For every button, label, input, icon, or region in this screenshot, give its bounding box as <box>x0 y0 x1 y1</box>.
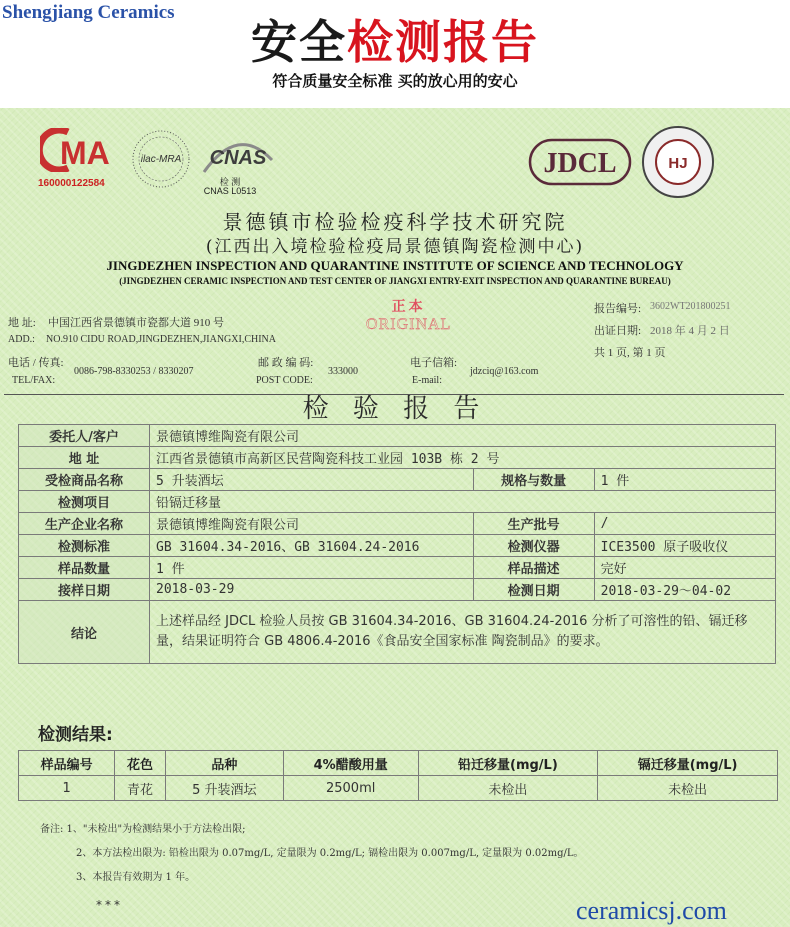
brand-logo: Shengjiang Ceramics <box>2 2 175 23</box>
ma-text: MA <box>60 135 110 171</box>
description-label: 样品描述 <box>473 557 594 579</box>
email-value: jdzciq@163.com <box>470 366 539 377</box>
table-row <box>19 535 776 557</box>
client-value: 景德镇博维陶瓷有限公司 <box>150 425 776 447</box>
standard-label: 检测标准 <box>19 535 150 557</box>
table-row <box>19 557 776 579</box>
product-label: 受检商品名称 <box>19 469 150 491</box>
test-item-label: 检测项目 <box>19 491 150 513</box>
report-title: 检 验 报 告 <box>302 394 488 424</box>
results-cell: 1 <box>19 776 115 801</box>
instrument-label: 检测仪器 <box>473 535 594 557</box>
maker-value: 景德镇博维陶瓷有限公司 <box>150 513 474 535</box>
description-value: 完好 <box>594 557 775 579</box>
received-date-value: 2018-03-29 <box>150 579 474 601</box>
results-header-cell: 品种 <box>165 751 283 776</box>
report-no-value: 3602WT201800251 <box>650 301 731 312</box>
original-stamp <box>366 296 451 334</box>
hj-seal-icon <box>640 124 716 200</box>
email-label-cn: 电子信箱: <box>410 357 458 369</box>
results-cell: 未检出 <box>418 776 598 801</box>
tel-value: 0086-798-8330253 / 8330207 <box>74 366 194 377</box>
cnas-text: CNAS <box>209 147 267 169</box>
table-row <box>19 579 776 601</box>
instrument-value: ICE3500 原子吸收仪 <box>594 535 775 557</box>
results-header-cell: 4%醋酸用量 <box>283 751 418 776</box>
jdcl-logo-icon <box>528 138 632 186</box>
table-row <box>19 491 776 513</box>
table-row <box>19 513 776 535</box>
banner <box>0 0 790 108</box>
cma-logo-icon <box>40 128 124 172</box>
spec-value: 1 件 <box>594 469 775 491</box>
subline: 符合质量安全标准 买的放心用的安心 <box>272 72 518 90</box>
table-row <box>19 601 776 664</box>
results-cell: 2500ml <box>283 776 418 801</box>
address-value: 中国江西省景德镇市瓷都大道 910 号 <box>48 317 224 329</box>
address-label: 地 址: <box>8 317 36 329</box>
address-field-label: 地 址 <box>19 447 150 469</box>
standard-value: GB 31604.34-2016、GB 31604.24-2016 <box>150 535 474 557</box>
results-header-cell: 铅迁移量(mg/L) <box>418 751 598 776</box>
results-heading: 检测结果: <box>38 725 113 745</box>
quantity-label: 样品数量 <box>19 557 150 579</box>
report-no-label: 报告编号: <box>594 303 642 315</box>
postcode-label-cn: 邮 政 编 码: <box>258 357 314 369</box>
results-table <box>18 750 778 801</box>
page-count: 共 1 页, 第 1 页 <box>594 347 666 359</box>
stamp-cn: 正本 <box>391 299 426 315</box>
table-row <box>19 447 776 469</box>
note-line: 3、本报告有效期为 1 年。 <box>76 872 196 883</box>
headline <box>0 6 790 72</box>
institute-name-en: JINGDEZHEN INSPECTION AND QUARANTINE INSTITUTE OF SCIENCE AND TECHNOLOGY <box>106 258 684 273</box>
conclusion-label: 结论 <box>19 601 150 664</box>
ma-code: 160000122584 <box>38 178 105 189</box>
results-header-cell: 样品编号 <box>19 751 115 776</box>
quantity-value: 1 件 <box>150 557 474 579</box>
results-header-cell: 镉迁移量(mg/L) <box>598 751 778 776</box>
jdcl-text: JDCL <box>543 148 617 179</box>
email-label-en: E-mail: <box>412 375 442 386</box>
test-item-value: 铅镉迁移量 <box>150 491 776 513</box>
test-date-value: 2018-03-29～04-02 <box>594 579 775 601</box>
spec-label: 规格与数量 <box>473 469 594 491</box>
cnas-sub: 检 测 <box>219 177 241 187</box>
headline-black: 安全 <box>251 15 347 69</box>
address-field-value: 江西省景德镇市高新区民营陶瓷科技工业园 103B 栋 2 号 <box>150 447 776 469</box>
inspection-table <box>18 424 776 664</box>
received-date-label: 接样日期 <box>19 579 150 601</box>
stamp-en: ORIGINAL <box>366 316 452 333</box>
institute-name-cn: 景德镇市检验检疫科学技术研究院 <box>222 210 568 234</box>
site-watermark: ceramicsj.com <box>576 896 727 925</box>
institute-sub-cn: (江西出入境检验检疫局景德镇陶瓷检测中心) <box>205 237 585 257</box>
issue-date-value: 2018 年 4 月 2 日 <box>650 325 730 337</box>
tel-label-en: TEL/FAX: <box>12 375 56 386</box>
note-line: 2、本方法检出限为: 铅检出限为 0.07mg/L, 定量限为 0.2mg/L; 镉检出限为 0.007mg/L, 定量限为 0.02mg/L。 <box>76 848 584 859</box>
postcode-label-en: POST CODE: <box>256 375 313 386</box>
client-label: 委托人/客户 <box>19 425 150 447</box>
table-row <box>19 776 778 801</box>
postcode-value: 333000 <box>328 366 358 377</box>
end-marker: *** <box>96 898 123 912</box>
results-header-row <box>19 751 778 776</box>
test-date-label: 检测日期 <box>473 579 594 601</box>
results-header-cell: 花色 <box>115 751 166 776</box>
results-cell: 青花 <box>115 776 166 801</box>
cnas-code: CNAS L0513 <box>203 186 257 196</box>
results-cell: 5 升装酒坛 <box>165 776 283 801</box>
note-line: 备注: 1、"未检出"为检测结果小于方法检出限; <box>40 824 246 835</box>
ilac-text: ilac-MRA <box>140 154 182 165</box>
institute-sub-en: (JINGDEZHEN CERAMIC INSPECTION AND TEST CENTER OF JIANGXI ENTRY-EXIT INSPECTION AND QUARANTINE BUREAU) <box>119 276 671 286</box>
tel-label-cn: 电话 / 传真: <box>8 357 64 369</box>
maker-label: 生产企业名称 <box>19 513 150 535</box>
headline-red: 检测报告 <box>347 15 539 69</box>
table-row <box>19 469 776 491</box>
hj-text: HJ <box>668 155 688 172</box>
conclusion-value: 上述样品经 JDCL 检验人员按 GB 31604.34-2016、GB 31604.24-2016 分析了可溶性的铅、镉迁移量，结果证明符合 GB 4806.4-2016《食品安全国家标准 陶瓷制品》的要求。 <box>150 601 776 664</box>
notes <box>40 818 584 890</box>
address-en-label: ADD.: <box>8 334 35 345</box>
ilac-mra-logo-icon <box>130 128 192 190</box>
cnas-caption <box>200 178 260 196</box>
address-en-value: NO.910 CIDU ROAD,JINGDEZHEN,JIANGXI,CHINA <box>46 334 276 345</box>
batch-value: / <box>594 513 775 535</box>
results-cell: 未检出 <box>598 776 778 801</box>
product-value: 5 升装酒坛 <box>150 469 474 491</box>
batch-label: 生产批号 <box>473 513 594 535</box>
issue-date-label: 出证日期: <box>594 325 642 337</box>
table-row <box>19 425 776 447</box>
